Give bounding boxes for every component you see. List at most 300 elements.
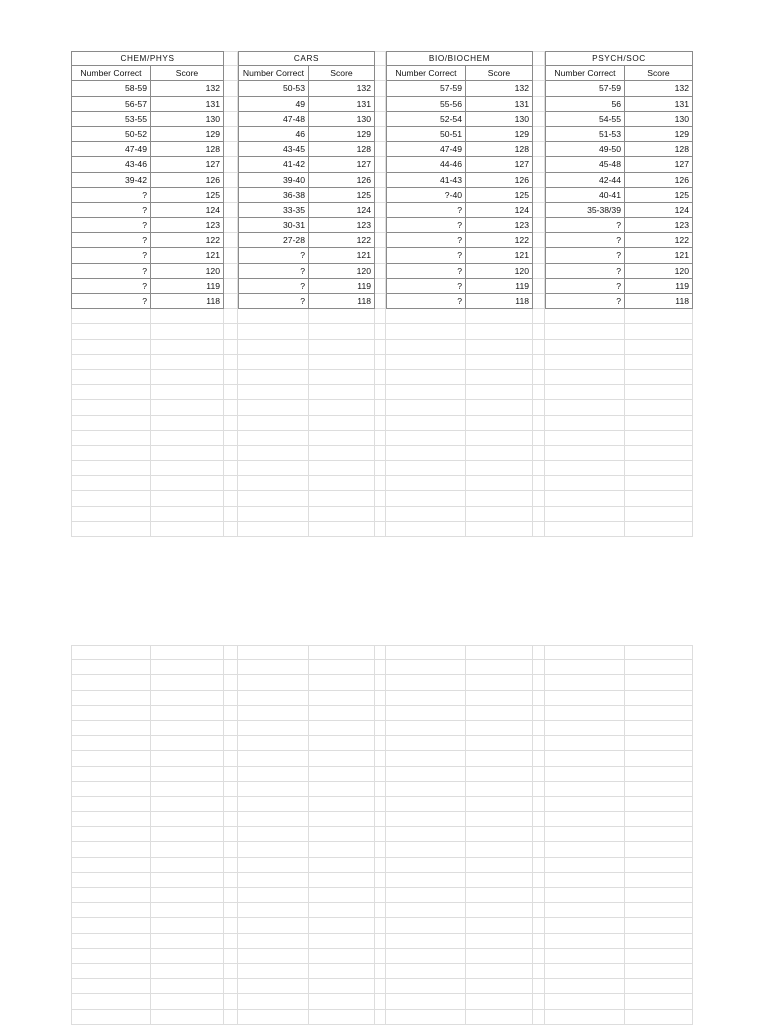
grid-cell (625, 431, 693, 446)
grid-cell (71, 476, 151, 491)
grid-cell (224, 797, 238, 812)
grid-cell (625, 476, 693, 491)
grid-cell (238, 858, 309, 873)
grid-cell (309, 934, 375, 949)
number-correct-cell: ? (545, 218, 625, 233)
grid-cell (238, 446, 309, 461)
grid-cell (466, 691, 533, 706)
grid-cell (71, 385, 151, 400)
grid-cell (224, 51, 238, 66)
grid-cell (466, 324, 533, 339)
grid-cell (386, 934, 466, 949)
grid-cell (224, 97, 238, 112)
score-cell: 132 (309, 81, 375, 96)
grid-cell (545, 675, 625, 690)
number-correct-cell: ? (71, 264, 151, 279)
score-cell: 131 (466, 97, 533, 112)
grid-cell (545, 1010, 625, 1025)
grid-cell (309, 827, 375, 842)
score-cell: 127 (309, 157, 375, 172)
grid-cell (309, 507, 375, 522)
grid-cell (238, 416, 309, 431)
grid-cell (71, 355, 151, 370)
grid-cell (375, 918, 386, 933)
grid-cell (151, 400, 224, 415)
grid-cell (224, 903, 238, 918)
grid-cell (466, 446, 533, 461)
grid-cell (238, 400, 309, 415)
score-cell: 131 (625, 97, 693, 112)
grid-cell (375, 827, 386, 842)
grid-cell (224, 858, 238, 873)
score-cell: 119 (151, 279, 224, 294)
grid-cell (71, 858, 151, 873)
grid-cell (238, 522, 309, 537)
score-cell: 130 (151, 112, 224, 127)
grid-cell (625, 858, 693, 873)
grid-cell (625, 491, 693, 506)
grid-cell (545, 461, 625, 476)
number-correct-cell: ? (545, 279, 625, 294)
grid-cell (238, 918, 309, 933)
grid-cell (386, 507, 466, 522)
section-title: CARS (238, 51, 375, 66)
score-cell: 132 (151, 81, 224, 96)
grid-cell (466, 416, 533, 431)
number-correct-cell: 39-40 (238, 173, 309, 188)
grid-cell (224, 751, 238, 766)
grid-cell (375, 888, 386, 903)
grid-cell (375, 675, 386, 690)
grid-cell (224, 309, 238, 324)
grid-cell (238, 461, 309, 476)
grid-cell (224, 142, 238, 157)
grid-cell (466, 949, 533, 964)
grid-cell (545, 446, 625, 461)
grid-cell (224, 873, 238, 888)
grid-cell (545, 721, 625, 736)
grid-cell (151, 385, 224, 400)
grid-cell (625, 827, 693, 842)
grid-cell (386, 340, 466, 355)
score-cell: 128 (151, 142, 224, 157)
grid-cell (533, 842, 545, 857)
grid-cell (238, 934, 309, 949)
grid-cell (309, 949, 375, 964)
score-cell: 128 (309, 142, 375, 157)
grid-cell (151, 721, 224, 736)
grid-cell (375, 385, 386, 400)
grid-cell (238, 767, 309, 782)
number-correct-cell: 42-44 (545, 173, 625, 188)
number-correct-cell: 40-41 (545, 188, 625, 203)
grid-cell (375, 264, 386, 279)
score-cell: 118 (151, 294, 224, 309)
grid-cell (533, 279, 545, 294)
grid-cell (466, 370, 533, 385)
grid-cell (625, 507, 693, 522)
grid-cell (151, 416, 224, 431)
grid-cell (224, 782, 238, 797)
grid-cell (386, 842, 466, 857)
score-cell: 121 (151, 248, 224, 263)
score-cell: 130 (625, 112, 693, 127)
grid-cell (533, 416, 545, 431)
grid-cell (625, 782, 693, 797)
grid-cell (151, 767, 224, 782)
grid-cell (466, 751, 533, 766)
score-cell: 118 (309, 294, 375, 309)
grid-cell (151, 812, 224, 827)
grid-cell (375, 979, 386, 994)
grid-cell (466, 400, 533, 415)
number-correct-cell: 50-53 (238, 81, 309, 96)
score-cell: 129 (151, 127, 224, 142)
grid-cell (545, 918, 625, 933)
grid-cell (238, 706, 309, 721)
grid-cell (238, 782, 309, 797)
grid-cell (533, 127, 545, 142)
grid-cell (224, 767, 238, 782)
grid-cell (151, 476, 224, 491)
grid-cell (533, 918, 545, 933)
grid-cell (375, 66, 386, 81)
grid-cell (224, 827, 238, 842)
grid-cell (466, 491, 533, 506)
grid-cell (386, 400, 466, 415)
grid-cell (224, 431, 238, 446)
grid-cell (533, 797, 545, 812)
grid-cell (224, 934, 238, 949)
grid-cell (375, 431, 386, 446)
grid-cell (386, 324, 466, 339)
grid-cell (309, 400, 375, 415)
score-cell: 129 (625, 127, 693, 142)
grid-cell (386, 797, 466, 812)
grid-cell (224, 507, 238, 522)
grid-cell (71, 645, 151, 660)
grid-cell (71, 964, 151, 979)
grid-cell (151, 491, 224, 506)
number-correct-cell: 43-46 (71, 157, 151, 172)
grid-cell (533, 188, 545, 203)
grid-cell (386, 309, 466, 324)
grid-cell (466, 934, 533, 949)
grid-cell (466, 888, 533, 903)
score-cell: 118 (466, 294, 533, 309)
grid-cell (224, 888, 238, 903)
number-correct-cell: ? (386, 233, 466, 248)
grid-cell (309, 660, 375, 675)
grid-cell (386, 491, 466, 506)
score-cell: 127 (625, 157, 693, 172)
grid-cell (151, 645, 224, 660)
grid-cell (533, 51, 545, 66)
grid-cell (625, 736, 693, 751)
number-correct-cell: ? (71, 294, 151, 309)
grid-cell (71, 979, 151, 994)
grid-cell (375, 157, 386, 172)
grid-cell (309, 903, 375, 918)
grid-cell (151, 858, 224, 873)
grid-cell (466, 797, 533, 812)
grid-cell (545, 370, 625, 385)
grid-cell (545, 706, 625, 721)
grid-cell (309, 994, 375, 1009)
grid-cell (309, 324, 375, 339)
grid-cell (545, 964, 625, 979)
grid-cell (533, 385, 545, 400)
score-cell: 118 (625, 294, 693, 309)
grid-cell (224, 400, 238, 415)
grid-cell (625, 979, 693, 994)
grid-cell (375, 461, 386, 476)
grid-cell (545, 888, 625, 903)
grid-cell (533, 66, 545, 81)
grid-cell (625, 400, 693, 415)
grid-cell (375, 324, 386, 339)
grid-cell (151, 934, 224, 949)
grid-cell (71, 1010, 151, 1025)
grid-cell (375, 691, 386, 706)
grid-cell (625, 888, 693, 903)
grid-cell (309, 431, 375, 446)
grid-cell (386, 691, 466, 706)
score-cell: 123 (466, 218, 533, 233)
number-correct-cell: ? (71, 188, 151, 203)
grid-cell (224, 491, 238, 506)
grid-cell (309, 645, 375, 660)
grid-cell (625, 949, 693, 964)
grid-cell (309, 979, 375, 994)
grid-cell (466, 903, 533, 918)
grid-cell (466, 767, 533, 782)
grid-cell (309, 309, 375, 324)
grid-cell (71, 507, 151, 522)
grid-cell (545, 782, 625, 797)
grid-cell (545, 660, 625, 675)
number-correct-cell: 57-59 (545, 81, 625, 96)
number-correct-cell: 41-43 (386, 173, 466, 188)
grid-cell (386, 522, 466, 537)
grid-cell (466, 979, 533, 994)
number-correct-cell: 50-52 (71, 127, 151, 142)
grid-cell (224, 721, 238, 736)
grid-cell (375, 51, 386, 66)
grid-cell (238, 507, 309, 522)
grid-cell (238, 476, 309, 491)
grid-cell (533, 97, 545, 112)
grid-cell (533, 934, 545, 949)
grid-cell (466, 522, 533, 537)
grid-cell (309, 1010, 375, 1025)
number-correct-cell: 56-57 (71, 97, 151, 112)
grid-cell (533, 157, 545, 172)
grid-cell (625, 461, 693, 476)
grid-cell (224, 812, 238, 827)
grid-cell (224, 112, 238, 127)
grid-cell (71, 994, 151, 1009)
number-correct-cell: 54-55 (545, 112, 625, 127)
grid-cell (224, 918, 238, 933)
grid-cell (533, 203, 545, 218)
column-header-number-correct: Number Correct (71, 66, 151, 81)
grid-cell (309, 476, 375, 491)
grid-cell (533, 736, 545, 751)
grid-cell (309, 767, 375, 782)
grid-cell (533, 858, 545, 873)
number-correct-cell: 57-59 (386, 81, 466, 96)
section-title: CHEM/PHYS (71, 51, 224, 66)
grid-cell (466, 340, 533, 355)
grid-cell (625, 645, 693, 660)
grid-cell (545, 949, 625, 964)
grid-cell (71, 736, 151, 751)
grid-cell (151, 309, 224, 324)
grid-cell (71, 918, 151, 933)
grid-cell (375, 309, 386, 324)
grid-cell (71, 675, 151, 690)
score-cell: 121 (466, 248, 533, 263)
grid-cell (238, 691, 309, 706)
grid-cell (466, 721, 533, 736)
grid-cell (151, 507, 224, 522)
grid-cell (224, 203, 238, 218)
grid-cell (224, 675, 238, 690)
score-cell: 120 (151, 264, 224, 279)
grid-cell (238, 675, 309, 690)
grid-cell (151, 706, 224, 721)
grid-cell (625, 355, 693, 370)
grid-cell (386, 446, 466, 461)
grid-cell (375, 203, 386, 218)
grid-cell (466, 660, 533, 675)
grid-cell (224, 660, 238, 675)
grid-cell (545, 309, 625, 324)
grid-cell (238, 721, 309, 736)
number-correct-cell: 50-51 (386, 127, 466, 142)
score-cell: 128 (466, 142, 533, 157)
grid-cell (533, 812, 545, 827)
grid-cell (533, 1010, 545, 1025)
grid-cell (545, 827, 625, 842)
grid-cell (151, 660, 224, 675)
grid-cell (375, 491, 386, 506)
grid-cell (375, 721, 386, 736)
grid-cell (545, 400, 625, 415)
number-correct-cell: ? (71, 248, 151, 263)
grid-cell (375, 233, 386, 248)
grid-cell (71, 934, 151, 949)
grid-cell (375, 842, 386, 857)
grid-cell (71, 812, 151, 827)
grid-cell (224, 173, 238, 188)
grid-cell (151, 751, 224, 766)
score-cell: 125 (466, 188, 533, 203)
grid-cell (625, 691, 693, 706)
grid-cell (309, 888, 375, 903)
score-cell: 127 (151, 157, 224, 172)
grid-cell (151, 994, 224, 1009)
grid-cell (625, 934, 693, 949)
grid-cell (466, 431, 533, 446)
grid-cell (151, 431, 224, 446)
grid-cell (71, 873, 151, 888)
grid-cell (238, 324, 309, 339)
column-header-score: Score (625, 66, 693, 81)
grid-cell (238, 842, 309, 857)
grid-cell (71, 903, 151, 918)
grid-cell (309, 370, 375, 385)
grid-cell (386, 827, 466, 842)
grid-cell (386, 782, 466, 797)
grid-cell (533, 782, 545, 797)
number-correct-cell: 53-55 (71, 112, 151, 127)
grid-cell (309, 691, 375, 706)
grid-cell (375, 873, 386, 888)
column-header-number-correct: Number Correct (545, 66, 625, 81)
grid-cell (71, 888, 151, 903)
score-cell: 119 (625, 279, 693, 294)
grid-cell (466, 994, 533, 1009)
grid-cell (625, 385, 693, 400)
grid-cell (375, 340, 386, 355)
grid-cell (386, 873, 466, 888)
number-correct-cell: 51-53 (545, 127, 625, 142)
grid-cell (224, 81, 238, 96)
score-cell: 120 (625, 264, 693, 279)
grid-cell (71, 400, 151, 415)
grid-cell (466, 355, 533, 370)
grid-cell (545, 507, 625, 522)
grid-cell (238, 979, 309, 994)
grid-cell (375, 858, 386, 873)
number-correct-cell: ? (545, 264, 625, 279)
grid-cell (71, 706, 151, 721)
grid-cell (309, 858, 375, 873)
number-correct-cell: 46 (238, 127, 309, 142)
grid-cell (533, 294, 545, 309)
grid-cell (533, 721, 545, 736)
grid-cell (375, 142, 386, 157)
grid-cell (466, 964, 533, 979)
grid-cell (625, 721, 693, 736)
grid-cell (533, 142, 545, 157)
grid-cell (151, 903, 224, 918)
grid-cell (386, 994, 466, 1009)
grid-cell (375, 660, 386, 675)
grid-cell (533, 355, 545, 370)
grid-cell (309, 736, 375, 751)
grid-cell (309, 964, 375, 979)
grid-cell (545, 476, 625, 491)
number-correct-cell: ? (386, 264, 466, 279)
grid-cell (625, 324, 693, 339)
grid-cell (625, 675, 693, 690)
grid-cell (386, 979, 466, 994)
grid-cell (224, 340, 238, 355)
grid-cell (309, 706, 375, 721)
grid-cell (466, 827, 533, 842)
grid-cell (533, 400, 545, 415)
grid-cell (625, 340, 693, 355)
score-cell: 123 (625, 218, 693, 233)
grid-cell (224, 476, 238, 491)
grid-cell (151, 461, 224, 476)
score-cell: 120 (309, 264, 375, 279)
grid-cell (533, 691, 545, 706)
grid-cell (151, 691, 224, 706)
